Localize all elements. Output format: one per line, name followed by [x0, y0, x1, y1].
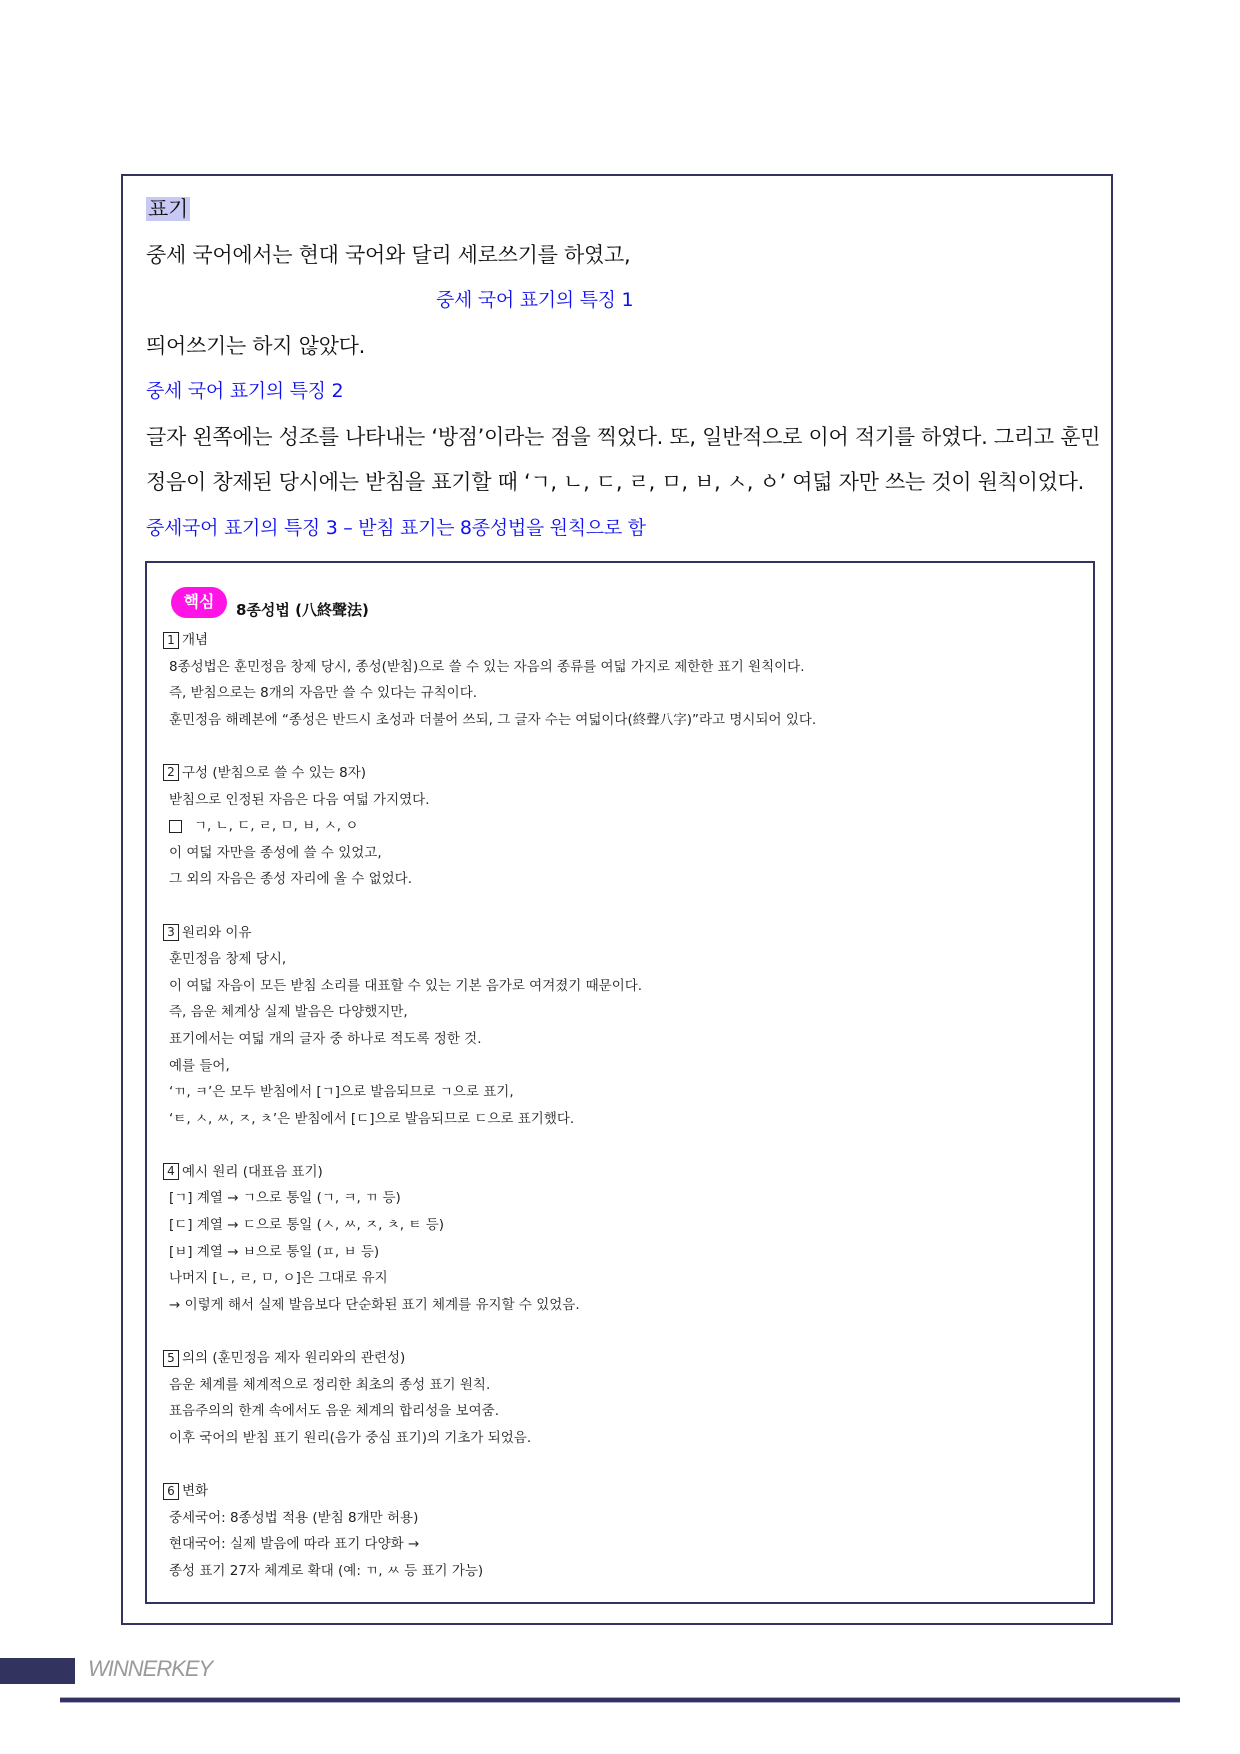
section-line: 훈민정음 해례본에 “종성은 반드시 초성과 더불어 쓰되, 그 글자 수는 여덟이다(終聲八字)”라고 명시되어 있다. [169, 711, 817, 728]
section-line: [ㄷ] 계열 → ㄷ으로 통일 (ㅅ, ㅆ, ㅈ, ㅊ, ㅌ 등) [169, 1217, 445, 1234]
section-line: 종성 표기 27자 체계로 확대 (예: ㄲ, ㅆ 등 표기 가능) [169, 1562, 484, 1579]
section-line: 즉, 받침으로는 8개의 자음만 쓸 수 있다는 규칙이다. [169, 685, 478, 702]
section-line: → 이렇게 해서 실제 발음보다 단순화된 표기 체계를 유지할 수 있었음. [169, 1296, 580, 1313]
footer-block [0, 1658, 75, 1684]
key-badge: 핵심 [171, 587, 227, 618]
section-title: 개념 [182, 632, 209, 648]
footer-rule [60, 1697, 1180, 1703]
spacer [163, 1132, 1063, 1159]
section-number: 1 [163, 632, 179, 649]
section-title: 구성 (받침으로 쓸 수 있는 8자) [182, 764, 367, 781]
section-heading [163, 920, 1063, 947]
section-title: 변화 [182, 1483, 209, 1499]
section-line: 받침으로 인정된 자음은 다음 여덟 가지였다. [169, 791, 430, 808]
feature-caption: 중세 국어 표기의 특징 1 [436, 289, 634, 311]
section-line: 예를 들어, [169, 1057, 230, 1074]
section-line: 중세국어: 8종성법 적용 (받침 8개만 허용) [169, 1509, 419, 1526]
spacer [163, 733, 1063, 760]
paragraph-line: 글자 왼쪽에는 성조를 나타내는 ‘방점’이라는 점을 찍었다. 또, 일반적으로 이어 적기를 하였다. 그리고 훈민 [146, 424, 1101, 449]
section-line: 나머지 [ㄴ, ㄹ, ㅁ, ㅇ]은 그대로 유지 [169, 1270, 388, 1287]
section-line: 음운 체계를 체계적으로 정리한 최초의 종성 표기 원칙. [169, 1376, 491, 1393]
footer-brand: WINNERKEY [88, 1656, 213, 1681]
main-text [146, 187, 1106, 551]
spacer [163, 893, 1063, 920]
paragraph-line: 띄어쓰기는 하지 않았다. [146, 333, 365, 358]
section-line: 즉, 음운 체계상 실제 발음은 다양했지만, [169, 1004, 408, 1021]
section-line: 표기에서는 여덟 개의 글자 중 하나로 적도록 정한 것. [169, 1030, 482, 1047]
section-line: ‘ㄲ, ㅋ’은 모두 받침에서 [ㄱ]으로 발음되므로 ㄱ으로 표기, [169, 1084, 514, 1101]
section-line: 훈민정음 창제 당시, [169, 951, 287, 968]
feature-caption: 중세 국어 표기의 특징 2 [146, 380, 344, 402]
section-line: 현대국어: 실제 발음에 따라 표기 다양화 → [169, 1536, 420, 1553]
spacer [163, 1451, 1063, 1478]
section-title: 예시 원리 (대표음 표기) [182, 1163, 323, 1180]
section-heading [163, 760, 1063, 787]
section-title: 의의 (훈민정음 제자 원리와의 관련성) [182, 1350, 406, 1367]
section-title: 원리와 이유 [182, 924, 252, 941]
section-line: 이 여덟 자만을 종성에 쓸 수 있었고, [169, 844, 382, 861]
checkbox-square-icon [169, 820, 182, 833]
section-heading [163, 1159, 1063, 1186]
paragraph-line: 중세 국어에서는 현대 국어와 달리 세로쓰기를 하였고, [146, 242, 631, 267]
section-line: ‘ㅌ, ㅅ, ㅆ, ㅈ, ㅊ’은 받침에서 [ㄷ]으로 발음되므로 ㄷ으로 표기했다. [169, 1110, 575, 1127]
heading-highlight: 표기 [148, 197, 188, 221]
section-heading [163, 1345, 1063, 1372]
section-number: 6 [163, 1483, 179, 1500]
section-number: 2 [163, 764, 179, 781]
consonant-list: ㄱ, ㄴ, ㄷ, ㄹ, ㅁ, ㅂ, ㅅ, ㅇ [194, 818, 359, 835]
section-number: 3 [163, 924, 179, 941]
section-line: 이 여덟 자음이 모든 받침 소리를 대표할 수 있는 기본 음가로 여겨졌기 때문이다. [169, 977, 643, 994]
section-line: [ㄱ] 계열 → ㄱ으로 통일 (ㄱ, ㅋ, ㄲ 등) [169, 1190, 401, 1207]
section-line: 표음주의의 한계 속에서도 음운 체계의 합리성을 보여줌. [169, 1403, 499, 1420]
key-sections [163, 627, 1063, 1584]
section-number: 4 [163, 1163, 179, 1180]
section-heading [163, 1478, 1063, 1505]
section-heading [163, 627, 1063, 654]
section-line: 그 외의 자음은 종성 자리에 올 수 없었다. [169, 871, 412, 888]
feature-caption: 중세국어 표기의 특징 3 – 받침 표기는 8종성법을 원칙으로 함 [146, 516, 646, 539]
section-line: [ㅂ] 계열 → ㅂ으로 통일 (ㅍ, ㅂ 등) [169, 1243, 380, 1260]
section-line: 8종성법은 훈민정음 창제 당시, 종성(받침)으로 쓸 수 있는 자음의 종류를 여덟 가지로 제한한 표기 원칙이다. [169, 658, 805, 675]
section-line [163, 813, 1063, 840]
spacer [163, 1318, 1063, 1345]
paragraph-line: 정음이 창제된 당시에는 받침을 표기할 때 ‘ㄱ, ㄴ, ㄷ, ㄹ, ㅁ, ㅂ, ㅅ, ㆁ’ 여덟 자만 쓰는 것이 원칙이었다. [146, 470, 1084, 494]
heading [146, 187, 1106, 233]
key-title: 8종성법 (八終聲法) [236, 601, 369, 619]
section-number: 5 [163, 1350, 179, 1367]
section-line: 이후 국어의 받침 표기 원리(음가 중심 표기)의 기초가 되었음. [169, 1429, 532, 1446]
